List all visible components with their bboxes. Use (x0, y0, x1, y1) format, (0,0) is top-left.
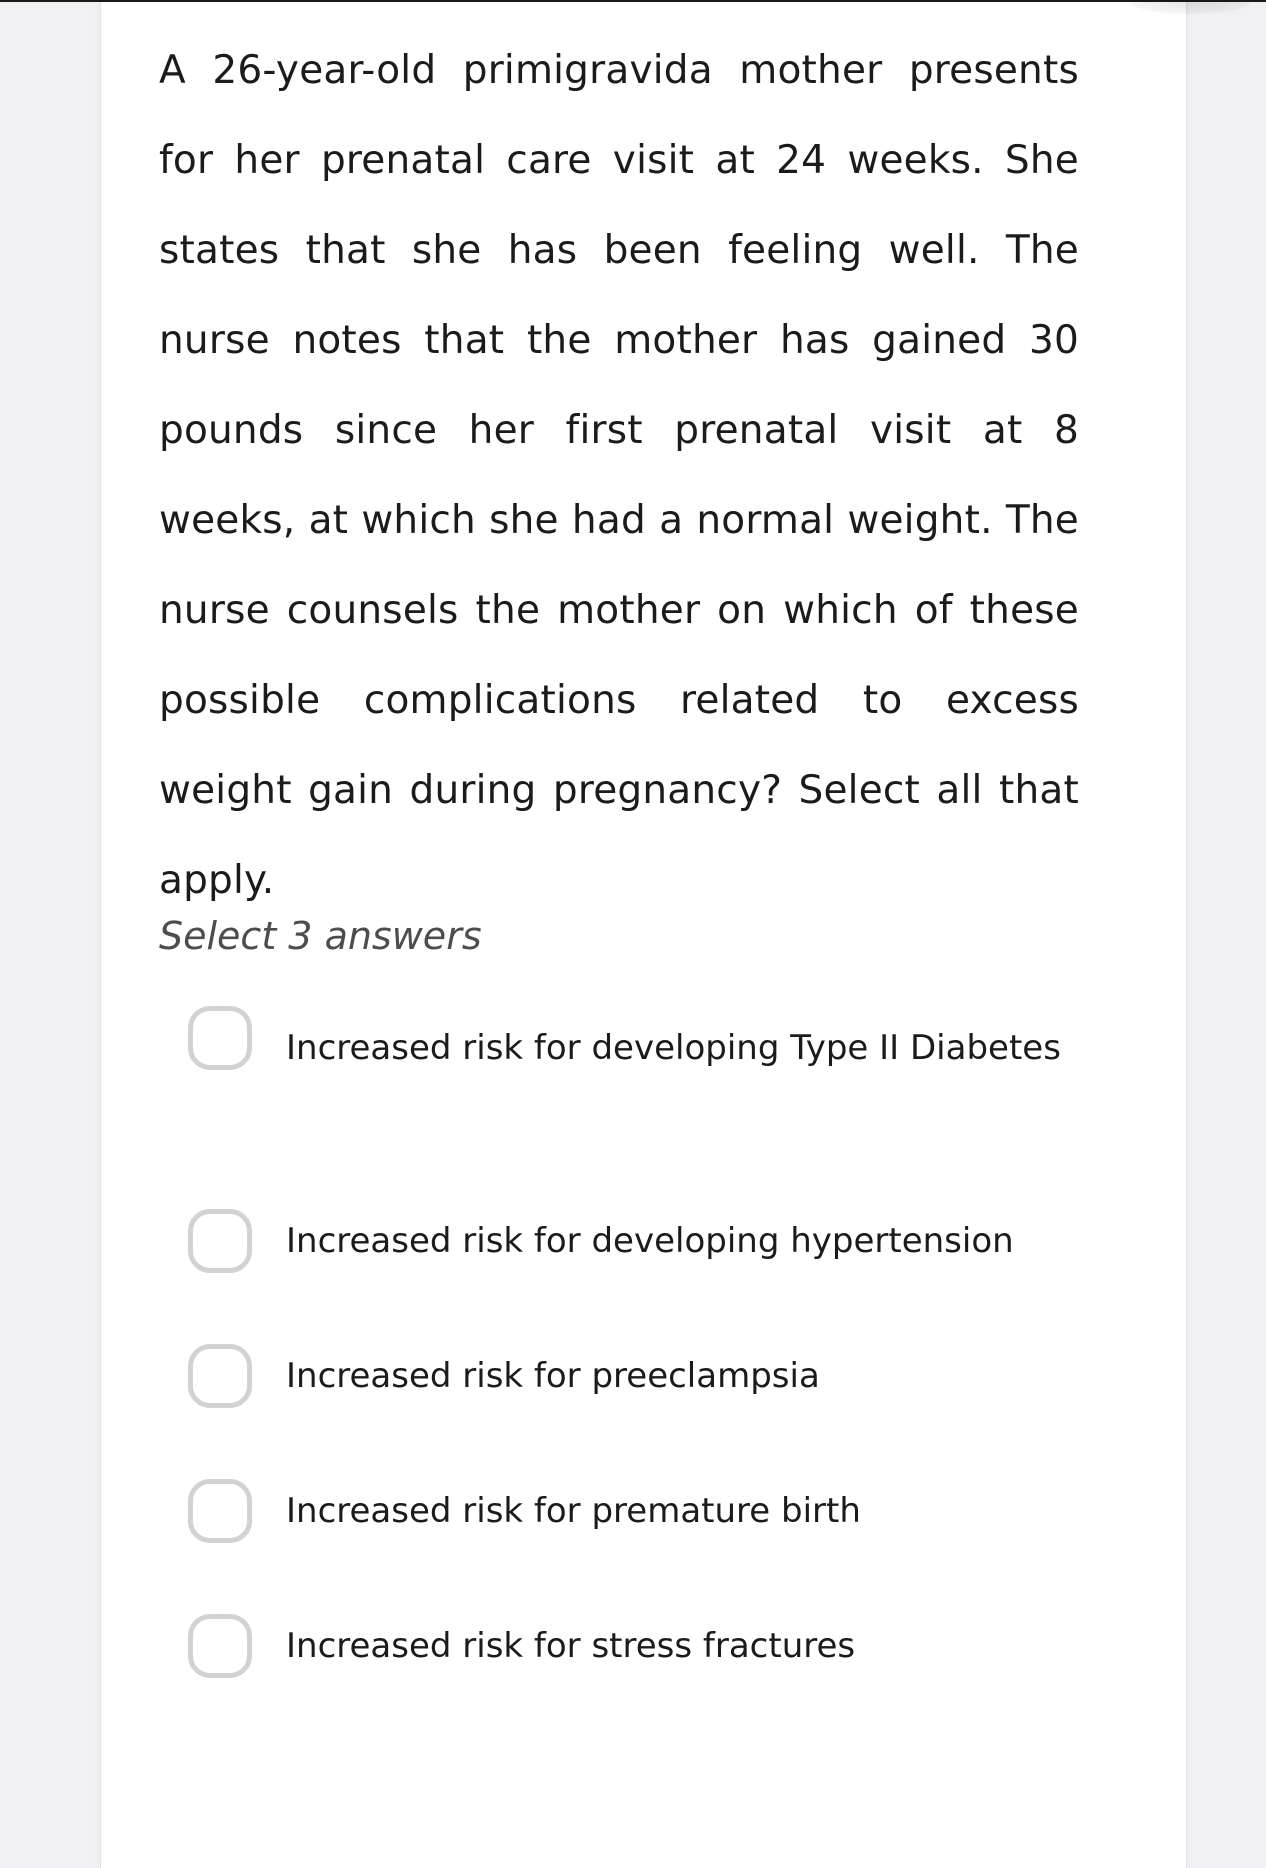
answer-count-instruction: Select 3 answers (159, 914, 482, 958)
option-label: Increased risk for developing hypertension (286, 1221, 1014, 1261)
checkbox-icon[interactable] (188, 1006, 252, 1070)
option-type-2-diabetes[interactable] (188, 1006, 1108, 1156)
checkbox-icon[interactable] (188, 1344, 252, 1408)
option-premature-birth[interactable] (188, 1479, 1108, 1549)
option-stress-fractures[interactable] (188, 1614, 1108, 1684)
checkbox-icon[interactable] (188, 1209, 252, 1273)
option-label: Increased risk for developing Type II Diabetes (286, 1028, 1061, 1068)
option-label: Increased risk for stress fractures (286, 1626, 856, 1666)
option-hypertension[interactable] (188, 1209, 1108, 1279)
option-label: Increased risk for preeclampsia (286, 1356, 820, 1396)
question-text: A 26-year-old primigravida mother presents for her prenatal care visit at 24 weeks. She states that she has been feeling well. The nurse notes that the mother has gained 30 pounds since her first prenatal visit at 8 weeks, at which she had a normal weight. The nurse counsels the mother on which of these possible complications related to excess weight gain during pregnancy? Select all that apply. (159, 48, 1079, 903)
option-preeclampsia[interactable] (188, 1344, 1108, 1414)
question-card (100, 2, 1187, 1868)
option-label: Increased risk for premature birth (286, 1491, 861, 1531)
top-shadow-smudge (1131, 0, 1251, 14)
checkbox-icon[interactable] (188, 1614, 252, 1678)
checkbox-icon[interactable] (188, 1479, 252, 1543)
